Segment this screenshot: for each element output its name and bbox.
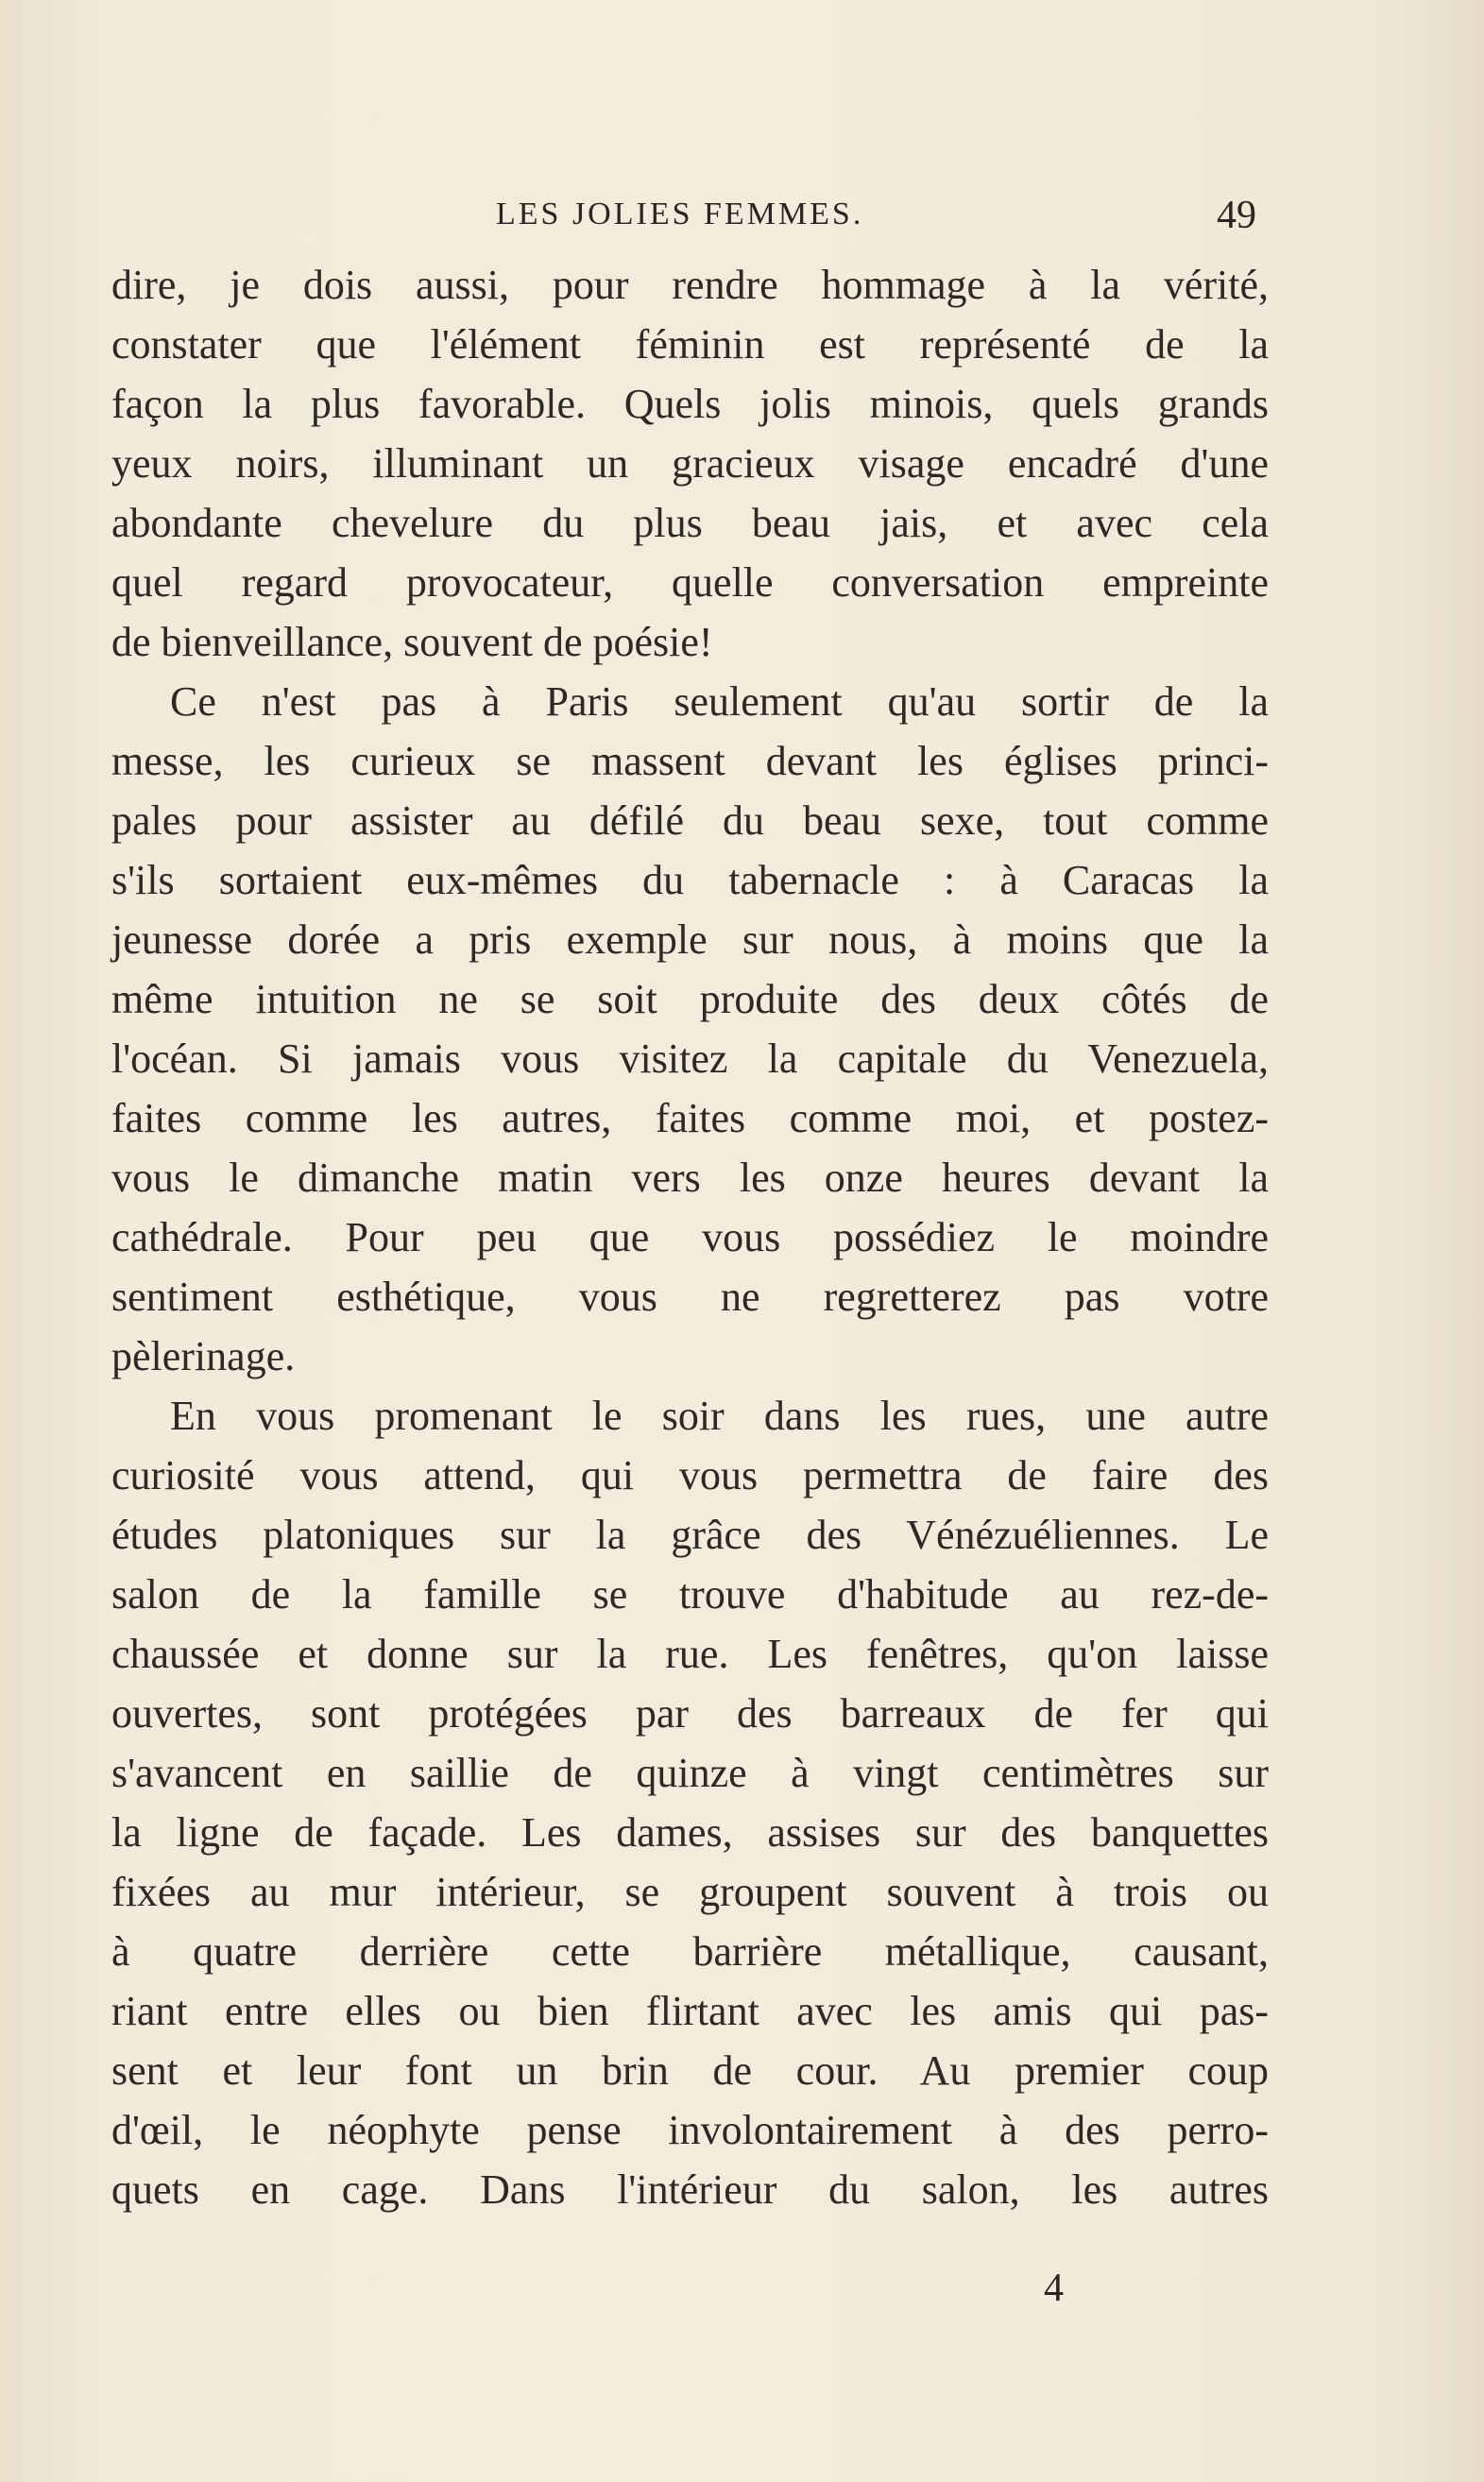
signature-mark: 4 — [1044, 2267, 1064, 2310]
page-number: 49 — [1217, 194, 1256, 237]
running-title: LES JOLIES FEMMES. — [496, 197, 864, 231]
text-line: faites comme les autres, faites comme moi, et postez- — [111, 1095, 1269, 1141]
text-line: En vous promenant le soir dans les rues, une autre — [170, 1393, 1269, 1439]
text-line: riant entre elles ou bien flirtant avec les amis qui pas- — [111, 1988, 1269, 2034]
body-text — [111, 255, 1269, 2219]
text-line: salon de la famille se trouve d'habitude au rez-de- — [111, 1571, 1269, 1618]
text-line: ouvertes, sont protégées par des barreaux de fer qui — [111, 1690, 1269, 1737]
text-line: études platoniques sur la grâce des Vénézuéliennes. Le — [111, 1512, 1269, 1558]
text-line: cathédrale. Pour peu que vous possédiez le moindre — [111, 1214, 1269, 1260]
text-line: s'avancent en saillie de quinze à vingt centimètres sur — [111, 1750, 1269, 1796]
text-line: d'œil, le néophyte pense involontairement à des perro- — [111, 2107, 1269, 2153]
text-line: pèlerinage. — [111, 1333, 296, 1379]
text-line: s'ils sortaient eux-mêmes du tabernacle : à Caracas la — [111, 857, 1269, 903]
text-line: pales pour assister au défilé du beau sexe, tout comme — [111, 797, 1269, 844]
text-line: quets en cage. Dans l'intérieur du salon, les autres — [111, 2166, 1269, 2213]
text-line: l'océan. Si jamais vous visitez la capitale du Venezuela, — [111, 1036, 1269, 1082]
text-line: chaussée et donne sur la rue. Les fenêtres, qu'on laisse — [111, 1631, 1269, 1677]
text-line: sent et leur font un brin de cour. Au premier coup — [111, 2047, 1269, 2094]
text-line: messe, les curieux se massent devant les églises princi- — [111, 738, 1269, 784]
text-line: à quatre derrière cette barrière métallique, causant, — [111, 1928, 1269, 1975]
text-line: Ce n'est pas à Paris seulement qu'au sortir de la — [170, 678, 1269, 725]
text-line: yeux noirs, illuminant un gracieux visage encadré d'une — [111, 440, 1269, 487]
text-line: abondante chevelure du plus beau jais, et avec cela — [111, 500, 1269, 546]
text-line: la ligne de façade. Les dames, assises sur des banquettes — [111, 1809, 1269, 1856]
text-line: quel regard provocateur, quelle conversation empreinte — [111, 559, 1269, 606]
text-line: constater que l'élément féminin est représenté de la — [111, 321, 1269, 368]
text-line: jeunesse dorée a pris exemple sur nous, à moins que la — [111, 916, 1269, 963]
text-line: curiosité vous attend, qui vous permettra de faire des — [111, 1452, 1269, 1498]
text-line: sentiment esthétique, vous ne regretterez pas votre — [111, 1274, 1269, 1320]
text-line: dire, je dois aussi, pour rendre hommage à la vérité, — [111, 262, 1269, 308]
text-line: de bienveillance, souvent de poésie! — [111, 619, 713, 665]
text-line: même intuition ne se soit produite des deux côtés de — [111, 976, 1269, 1022]
text-line: vous le dimanche matin vers les onze heures devant la — [111, 1155, 1269, 1201]
text-line: fixées au mur intérieur, se groupent souvent à trois ou — [111, 1869, 1269, 1915]
running-head — [0, 194, 1484, 244]
text-line: façon la plus favorable. Quels jolis minois, quels grands — [111, 381, 1269, 427]
